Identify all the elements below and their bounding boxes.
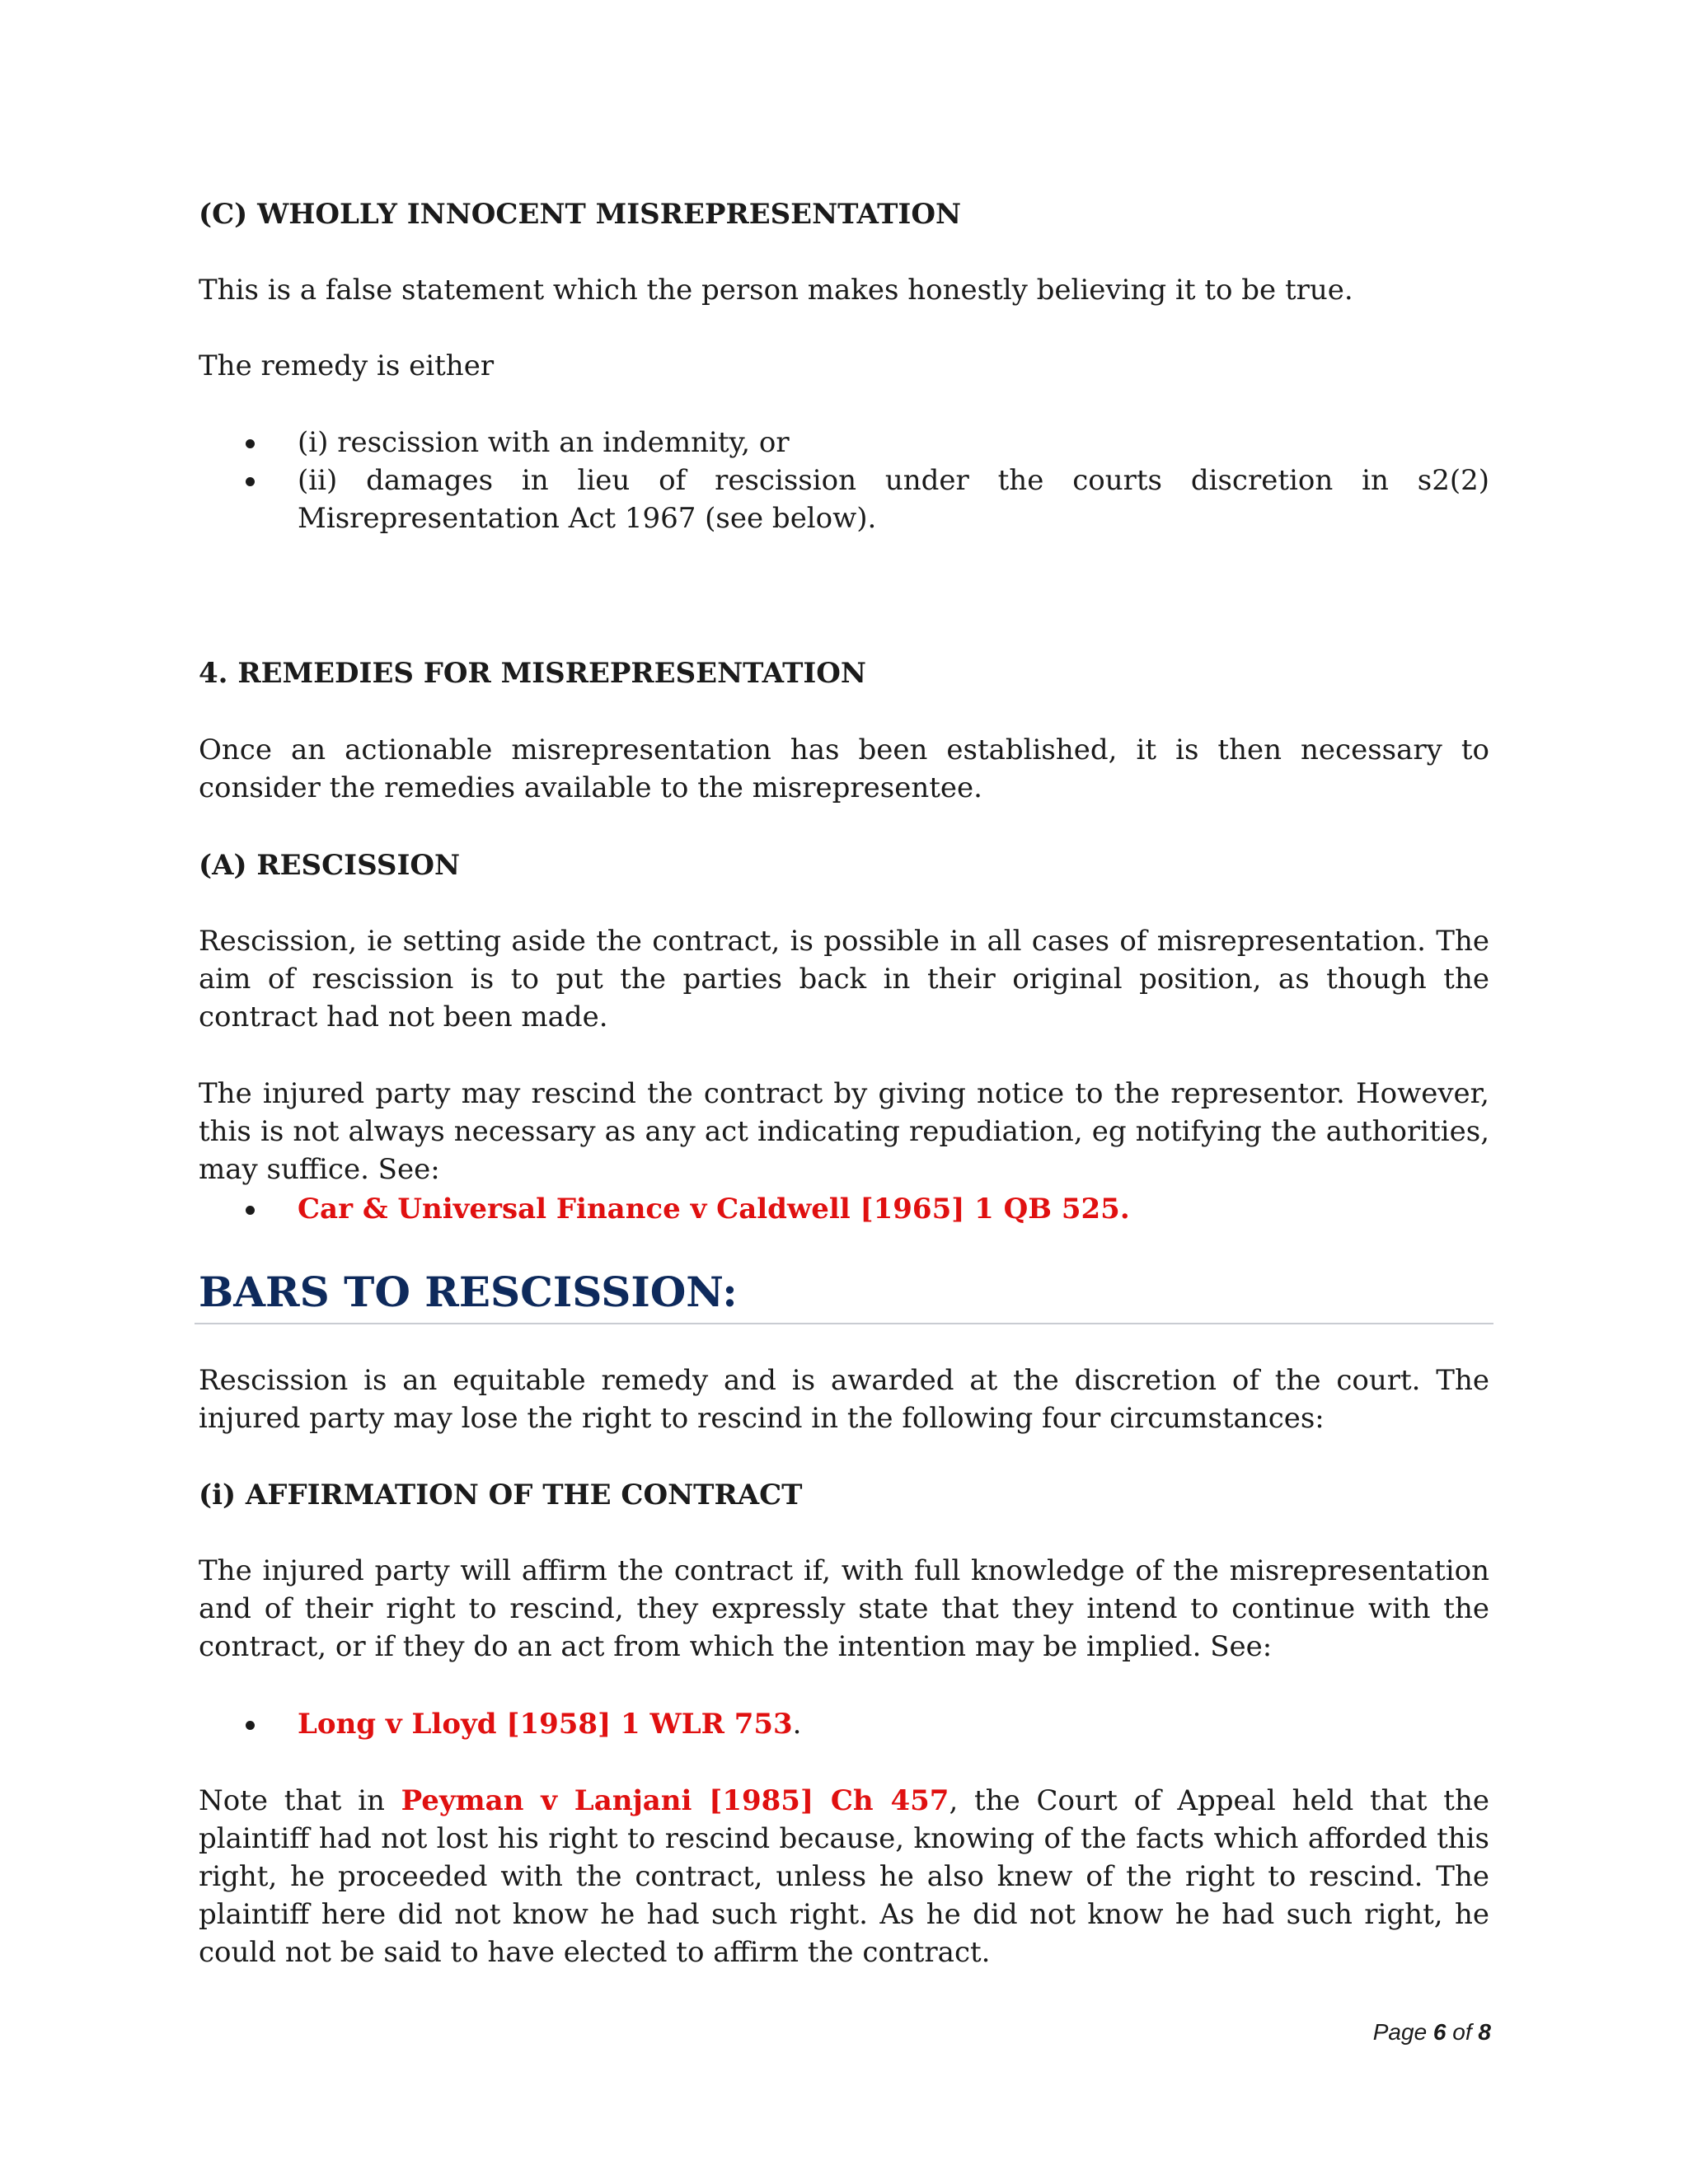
bullet-icon bbox=[246, 439, 255, 448]
bars-paragraph: Rescission is an equitable remedy and is awarded at the discretion of the court. The injured party may lose the right to rescind in the following four circumstances: bbox=[199, 1364, 1489, 1435]
section-a-heading: (A) RESCISSION bbox=[199, 849, 461, 882]
bullet-text: (i) rescission with an indemnity, or bbox=[298, 426, 790, 459]
footer-prefix: Page bbox=[1372, 2019, 1433, 2045]
current-page: 6 bbox=[1432, 2019, 1447, 2045]
citation-period: . bbox=[792, 1708, 802, 1741]
case-list-caldwell bbox=[199, 1190, 1489, 1228]
section-4-paragraph: Once an actionable misrepresentation has been established, it is then necessary to consider the remedies available to the misrepresentee. bbox=[199, 733, 1489, 804]
case-citation: Car & Universal Finance v Caldwell [1965] 1 QB 525. bbox=[298, 1193, 1130, 1226]
case-list-long bbox=[199, 1705, 1489, 1743]
note-body: , the Court of Appeal held that the plaintiff had not lost his right to rescind because, knowing of the facts which afforded this right, he proceeded with the contract, unless he also knew of the right to rescind. The plaintiff here did not know he had such right. As he did not know he had such right, he could not be said to have elected to affirm the contract. bbox=[199, 1784, 1489, 1969]
bars-to-rescission-title: BARS TO RESCISSION: bbox=[199, 1268, 738, 1316]
section-4-heading: 4. REMEDIES FOR MISREPRESENTATION bbox=[199, 657, 867, 690]
section-a-paragraph-2: The injured party may rescind the contract by giving notice to the representor. However, this is not always necessary as any act indicating repudiation, eg notifying the authorities, may suffice. See: bbox=[199, 1077, 1489, 1186]
section-c-paragraph-2: The remedy is either bbox=[199, 349, 495, 382]
list-item bbox=[199, 424, 1489, 462]
note-prefix: Note that in bbox=[199, 1784, 401, 1817]
remedy-bullet-list bbox=[199, 424, 1489, 537]
list-item bbox=[199, 462, 1489, 537]
section-a-paragraph-1: Rescission, ie setting aside the contract, is possible in all cases of misrepresentation. The aim of rescission is to put the parties back in their original position, as though the contract had not been made. bbox=[199, 925, 1489, 1033]
page-number-footer bbox=[1373, 2018, 1491, 2047]
list-item bbox=[199, 1705, 1489, 1743]
peyman-note-paragraph bbox=[199, 1782, 1489, 1971]
list-item bbox=[199, 1190, 1489, 1228]
section-c-paragraph-1: This is a false statement which the person makes honestly believing it to be true. bbox=[199, 274, 1353, 307]
affirmation-heading: (i) AFFIRMATION OF THE CONTRACT bbox=[199, 1479, 803, 1511]
section-c-heading: (C) WHOLLY INNOCENT MISREPRESENTATION bbox=[199, 198, 962, 231]
title-divider bbox=[195, 1323, 1493, 1324]
affirmation-paragraph: The injured party will affirm the contract if, with full knowledge of the misrepresentation and of their right to rescind, they expressly state that they intend to continue with the contract, or if they do an act from which the intention may be implied. See: bbox=[199, 1554, 1489, 1663]
total-pages: 8 bbox=[1478, 2019, 1491, 2045]
bullet-icon bbox=[246, 477, 255, 486]
bullet-icon bbox=[246, 1206, 255, 1215]
case-citation: Peyman v Lanjani [1985] Ch 457 bbox=[401, 1784, 950, 1817]
case-citation: Long v Lloyd [1958] 1 WLR 753 bbox=[298, 1708, 793, 1741]
bullet-icon bbox=[246, 1721, 255, 1730]
bullet-text: (ii) damages in lieu of rescission under the courts discretion in s2(2) Misrepresentation Act 1967 (see below). bbox=[298, 464, 1489, 535]
footer-of: of bbox=[1446, 2019, 1479, 2045]
